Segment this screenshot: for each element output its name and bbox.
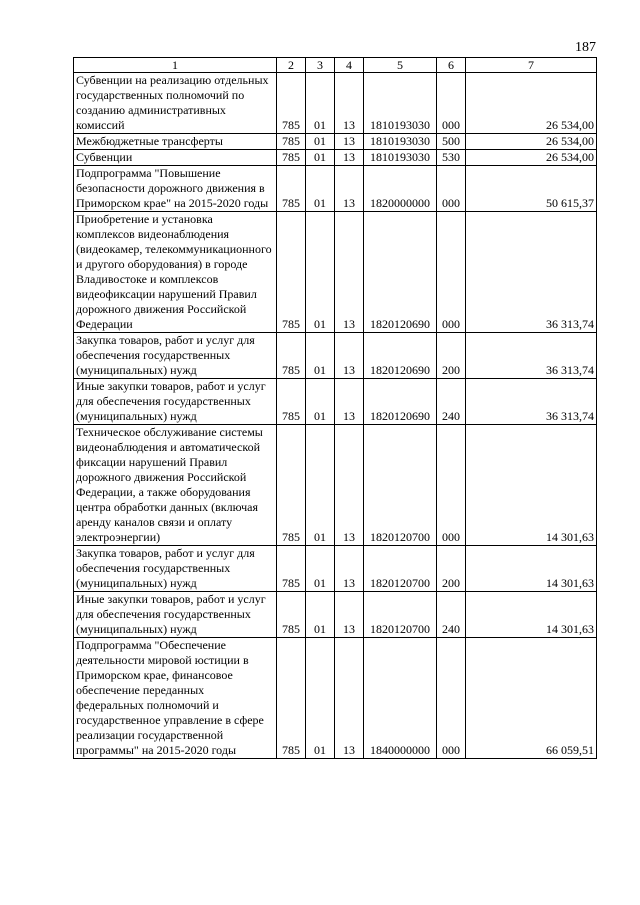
section-code-cell: 01 xyxy=(306,425,335,546)
admin-code-cell: 785 xyxy=(277,212,306,333)
column-header: 5 xyxy=(364,58,437,73)
amount-cell: 26 534,00 xyxy=(466,73,597,134)
target-article-cell: 1820120700 xyxy=(364,546,437,592)
admin-code-cell: 785 xyxy=(277,546,306,592)
expense-type-cell: 200 xyxy=(437,333,466,379)
expense-type-cell: 240 xyxy=(437,592,466,638)
subsection-code-cell: 13 xyxy=(335,73,364,134)
budget-table xyxy=(73,57,597,759)
expense-type-cell: 000 xyxy=(437,638,466,759)
page-number: 187 xyxy=(575,40,596,55)
section-code-cell: 01 xyxy=(306,592,335,638)
target-article-cell: 1820000000 xyxy=(364,166,437,212)
subsection-code-cell: 13 xyxy=(335,638,364,759)
section-code-cell: 01 xyxy=(306,638,335,759)
expense-type-cell: 000 xyxy=(437,166,466,212)
expense-type-cell: 000 xyxy=(437,73,466,134)
row-name-cell: Закупка товаров, работ и услуг для обеспечения государственных (муниципальных) нужд xyxy=(74,333,277,379)
target-article-cell: 1820120690 xyxy=(364,379,437,425)
target-article-cell: 1840000000 xyxy=(364,638,437,759)
amount-cell: 50 615,37 xyxy=(466,166,597,212)
section-code-cell: 01 xyxy=(306,134,335,150)
subsection-code-cell: 13 xyxy=(335,134,364,150)
section-code-cell: 01 xyxy=(306,150,335,166)
admin-code-cell: 785 xyxy=(277,425,306,546)
table-row xyxy=(74,638,597,759)
section-code-cell: 01 xyxy=(306,166,335,212)
expense-type-cell: 000 xyxy=(437,425,466,546)
row-name-cell: Иные закупки товаров, работ и услуг для обеспечения государственных (муниципальных) нужд xyxy=(74,379,277,425)
admin-code-cell: 785 xyxy=(277,73,306,134)
table-header-row xyxy=(74,58,597,73)
section-code-cell: 01 xyxy=(306,212,335,333)
column-header: 1 xyxy=(74,58,277,73)
target-article-cell: 1820120690 xyxy=(364,212,437,333)
table-row xyxy=(74,425,597,546)
table-row xyxy=(74,379,597,425)
target-article-cell: 1820120700 xyxy=(364,592,437,638)
subsection-code-cell: 13 xyxy=(335,546,364,592)
amount-cell: 14 301,63 xyxy=(466,425,597,546)
row-name-cell: Закупка товаров, работ и услуг для обеспечения государственных (муниципальных) нужд xyxy=(74,546,277,592)
amount-cell: 14 301,63 xyxy=(466,592,597,638)
section-code-cell: 01 xyxy=(306,333,335,379)
amount-cell: 36 313,74 xyxy=(466,333,597,379)
admin-code-cell: 785 xyxy=(277,134,306,150)
table-row xyxy=(74,212,597,333)
expense-type-cell: 200 xyxy=(437,546,466,592)
amount-cell: 36 313,74 xyxy=(466,212,597,333)
row-name-cell: Межбюджетные трансферты xyxy=(74,134,277,150)
table-row xyxy=(74,134,597,150)
row-name-cell: Иные закупки товаров, работ и услуг для обеспечения государственных (муниципальных) нужд xyxy=(74,592,277,638)
subsection-code-cell: 13 xyxy=(335,592,364,638)
subsection-code-cell: 13 xyxy=(335,333,364,379)
table-row xyxy=(74,546,597,592)
target-article-cell: 1820120700 xyxy=(364,425,437,546)
subsection-code-cell: 13 xyxy=(335,166,364,212)
row-name-cell: Субвенции на реализацию отдельных государственных полномочий по созданию административных комиссий xyxy=(74,73,277,134)
table-row xyxy=(74,592,597,638)
section-code-cell: 01 xyxy=(306,546,335,592)
admin-code-cell: 785 xyxy=(277,150,306,166)
amount-cell: 14 301,63 xyxy=(466,546,597,592)
expense-type-cell: 500 xyxy=(437,134,466,150)
row-name-cell: Подпрограмма "Повышение безопасности дорожного движения в Приморском крае" на 2015-2020 годы xyxy=(74,166,277,212)
amount-cell: 36 313,74 xyxy=(466,379,597,425)
section-code-cell: 01 xyxy=(306,73,335,134)
row-name-cell: Субвенции xyxy=(74,150,277,166)
expense-type-cell: 000 xyxy=(437,212,466,333)
row-name-cell: Приобретение и установка комплексов видеонаблюдения (видеокамер, телекоммуникационного и другого оборудования) в городе Владивостоке и комплексов видеофиксации нарушений Правил дорожного движения Российской Федерации xyxy=(74,212,277,333)
admin-code-cell: 785 xyxy=(277,333,306,379)
column-header: 7 xyxy=(466,58,597,73)
column-header: 3 xyxy=(306,58,335,73)
admin-code-cell: 785 xyxy=(277,379,306,425)
subsection-code-cell: 13 xyxy=(335,150,364,166)
target-article-cell: 1810193030 xyxy=(364,73,437,134)
column-header: 6 xyxy=(437,58,466,73)
row-name-cell: Техническое обслуживание системы видеонаблюдения и автоматической фиксации нарушений Правил дорожного движения Российской Федерации, а также оборудования центра обработки данных (включая аренду каналов связи и оплату электроэнергии) xyxy=(74,425,277,546)
amount-cell: 26 534,00 xyxy=(466,150,597,166)
subsection-code-cell: 13 xyxy=(335,212,364,333)
admin-code-cell: 785 xyxy=(277,166,306,212)
amount-cell: 26 534,00 xyxy=(466,134,597,150)
subsection-code-cell: 13 xyxy=(335,425,364,546)
expense-type-cell: 240 xyxy=(437,379,466,425)
section-code-cell: 01 xyxy=(306,379,335,425)
target-article-cell: 1810193030 xyxy=(364,150,437,166)
table-row xyxy=(74,73,597,134)
target-article-cell: 1820120690 xyxy=(364,333,437,379)
subsection-code-cell: 13 xyxy=(335,379,364,425)
column-header: 2 xyxy=(277,58,306,73)
admin-code-cell: 785 xyxy=(277,592,306,638)
column-header: 4 xyxy=(335,58,364,73)
table-row xyxy=(74,150,597,166)
table-row xyxy=(74,333,597,379)
target-article-cell: 1810193030 xyxy=(364,134,437,150)
admin-code-cell: 785 xyxy=(277,638,306,759)
amount-cell: 66 059,51 xyxy=(466,638,597,759)
expense-type-cell: 530 xyxy=(437,150,466,166)
row-name-cell: Подпрограмма "Обеспечение деятельности мировой юстиции в Приморском крае, финансовое обеспечение переданных федеральных полномочий и государственное управление в сфере реализации государственной программы" на 2015-2020 годы xyxy=(74,638,277,759)
table-row xyxy=(74,166,597,212)
table-body xyxy=(74,73,597,759)
